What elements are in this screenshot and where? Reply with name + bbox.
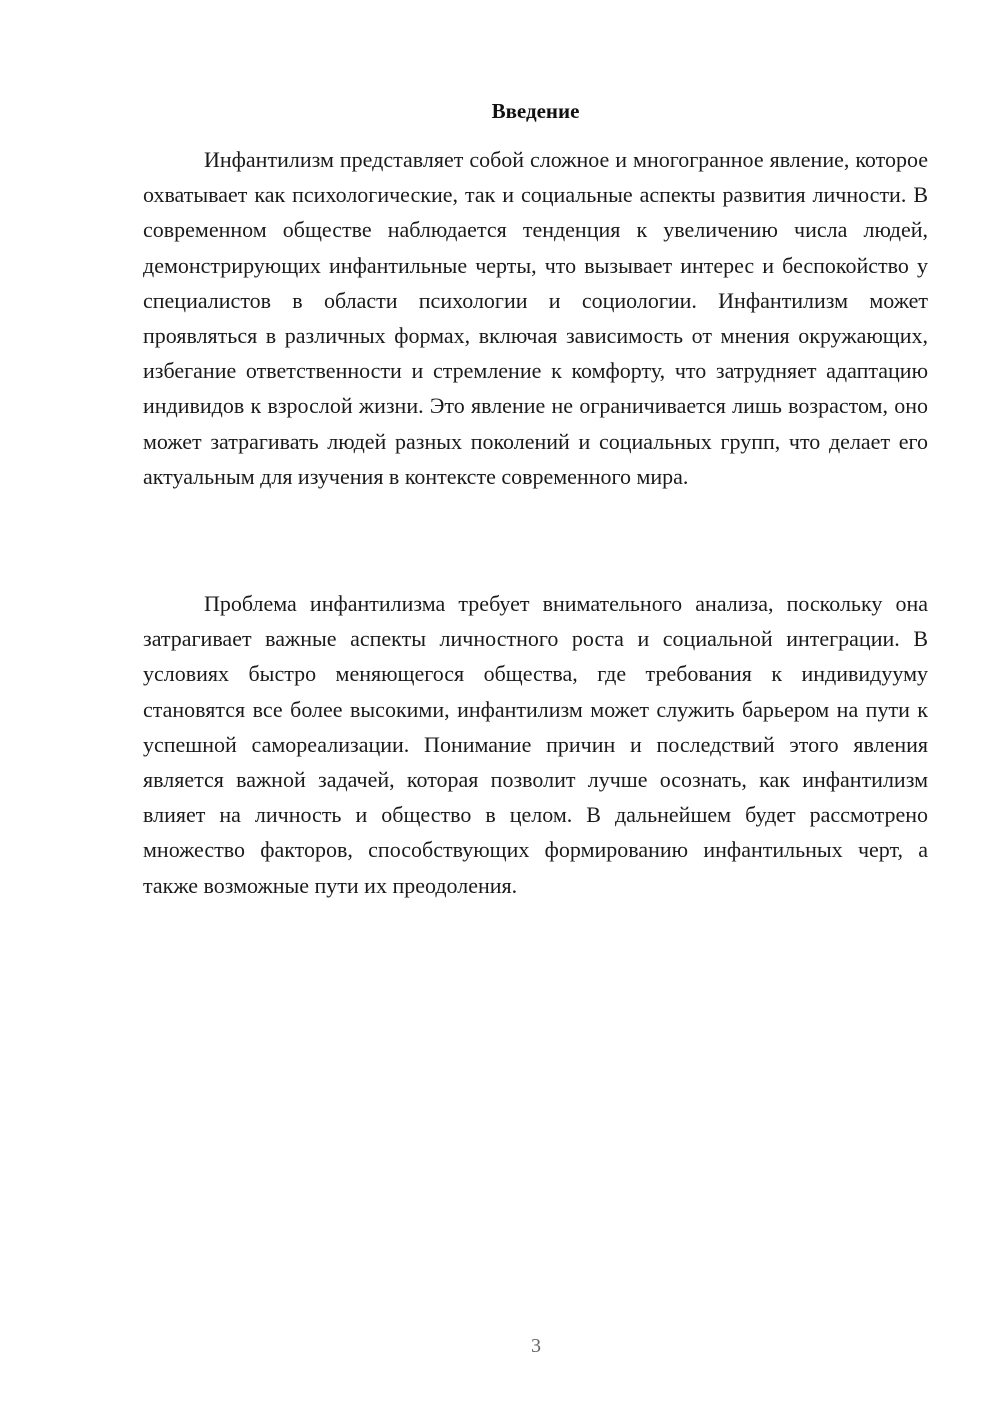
section-heading: Введение — [491, 99, 580, 123]
paragraph-1: Инфантилизм представляет собой сложное и многогранное явление, которое охватывает как психологические, так и социальные аспекты развития личности. В современном обществе наблюдается тенденция к увеличению числа людей, демонстрирующих инфантильные черты, что вызывает интерес и беспокойство у специалистов в области психологии и социологии. Инфантилизм может проявляться в различных формах, включая зависимость от мнения окружающих, избегание ответственности и стремление к комфорту, что затрудняет адаптацию индивидов к взрослой жизни. Это явление не ограничивается лишь возрастом, оно может затрагивать людей разных поколений и социальных групп, что делает его актуальным для изучения в контексте современного мира. — [143, 147, 928, 489]
page-number: 3 — [531, 1335, 541, 1357]
paragraph-2: Проблема инфантилизма требует внимательного анализа, поскольку она затрагивает важные аспекты личностного роста и социальной интеграции. В условиях быстро меняющегося общества, где требования к индивидууму становятся все более высокими, инфантилизм может служить барьером на пути к успешной самореализации. Понимание причин и последствий этого явления является важной задачей, которая позволит лучше осознать, как инфантилизм влияет на личность и общество в целом. В дальнейшем будет рассмотрено множество факторов, способствующих формированию инфантильных черт, а также возможные пути их преодоления. — [143, 591, 928, 898]
